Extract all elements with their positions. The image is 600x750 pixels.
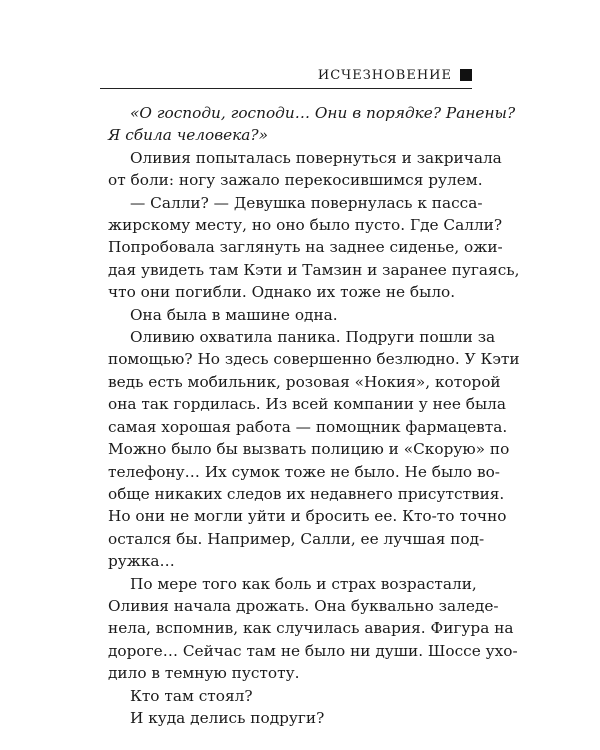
text-line: дило в темную пустоту. [108, 664, 300, 683]
text-line: остался бы. Например, Салли, ее лучшая под- [108, 529, 485, 548]
text-line: самая хорошая работа — помощник фармацевта. [108, 417, 508, 436]
running-head [100, 64, 472, 86]
body-text [108, 102, 520, 729]
text-line: — Салли? — Девушка повернулась к пасса- [130, 193, 483, 212]
paragraph [108, 304, 472, 326]
text-line: «О господи, господи… Они в порядке? Ранены? [130, 104, 516, 122]
text-line: она так гордилась. Из всей компании у нее была [108, 395, 506, 414]
chapter-title: ИСЧЕЗНОВЕНИЕ [317, 67, 452, 83]
text-line: дая увидеть там Кэти и Тамзин и заранее пугаясь, [108, 260, 520, 279]
text-line: Попробовала заглянуть на заднее сиденье, ожи- [108, 238, 503, 257]
paragraph [108, 102, 516, 147]
text-line: Можно было бы вызвать полицию и «Скорую» по [108, 440, 510, 459]
text-line: что они погибли. Однако их тоже не было. [108, 283, 456, 302]
paragraph [108, 192, 520, 304]
text-line: нела, вспомнив, как случилась авария. Фигура на [108, 619, 514, 638]
paragraph [108, 573, 518, 685]
text-line: телефону… Их сумок тоже не было. Не было во- [108, 462, 500, 481]
header-rule [100, 88, 472, 89]
paragraph [108, 326, 520, 572]
text-line: По мере того как боль и страх возрастали, [130, 574, 477, 593]
text-line: Оливия попыталась повернуться и закричала [130, 148, 502, 167]
text-line: Но они не могли уйти и бросить ее. Кто-то точно [108, 507, 507, 526]
text-line: Я сбила человека?» [108, 126, 268, 145]
text-line: Оливия начала дрожать. Она буквально заледе- [108, 596, 499, 615]
black-square-icon [460, 69, 472, 81]
text-line: жирскому месту, но оно было пусто. Где Салли? [108, 216, 503, 235]
text-line: дороге… Сейчас там не было ни души. Шоссе ухо- [108, 641, 518, 660]
text-line: от боли: ногу зажало перекосившимся рулем. [108, 171, 483, 190]
text-line: Она была в машине одна. [130, 305, 338, 324]
text-line: ведь есть мобильник, розовая «Нокия», которой [108, 372, 501, 391]
text-line: обще никаких следов их недавнего присутствия. [108, 484, 505, 503]
paragraph [108, 147, 502, 192]
text-line: ружка… [108, 552, 175, 571]
paragraph [108, 707, 472, 729]
text-line: Оливию охватила паника. Подруги пошли за [130, 328, 496, 347]
text-line: Кто там стоял? [130, 686, 253, 705]
text-line: помощью? Но здесь совершенно безлюдно. У Кэти [108, 350, 520, 369]
text-line: И куда делись подруги? [130, 708, 325, 727]
paragraph [108, 685, 472, 707]
